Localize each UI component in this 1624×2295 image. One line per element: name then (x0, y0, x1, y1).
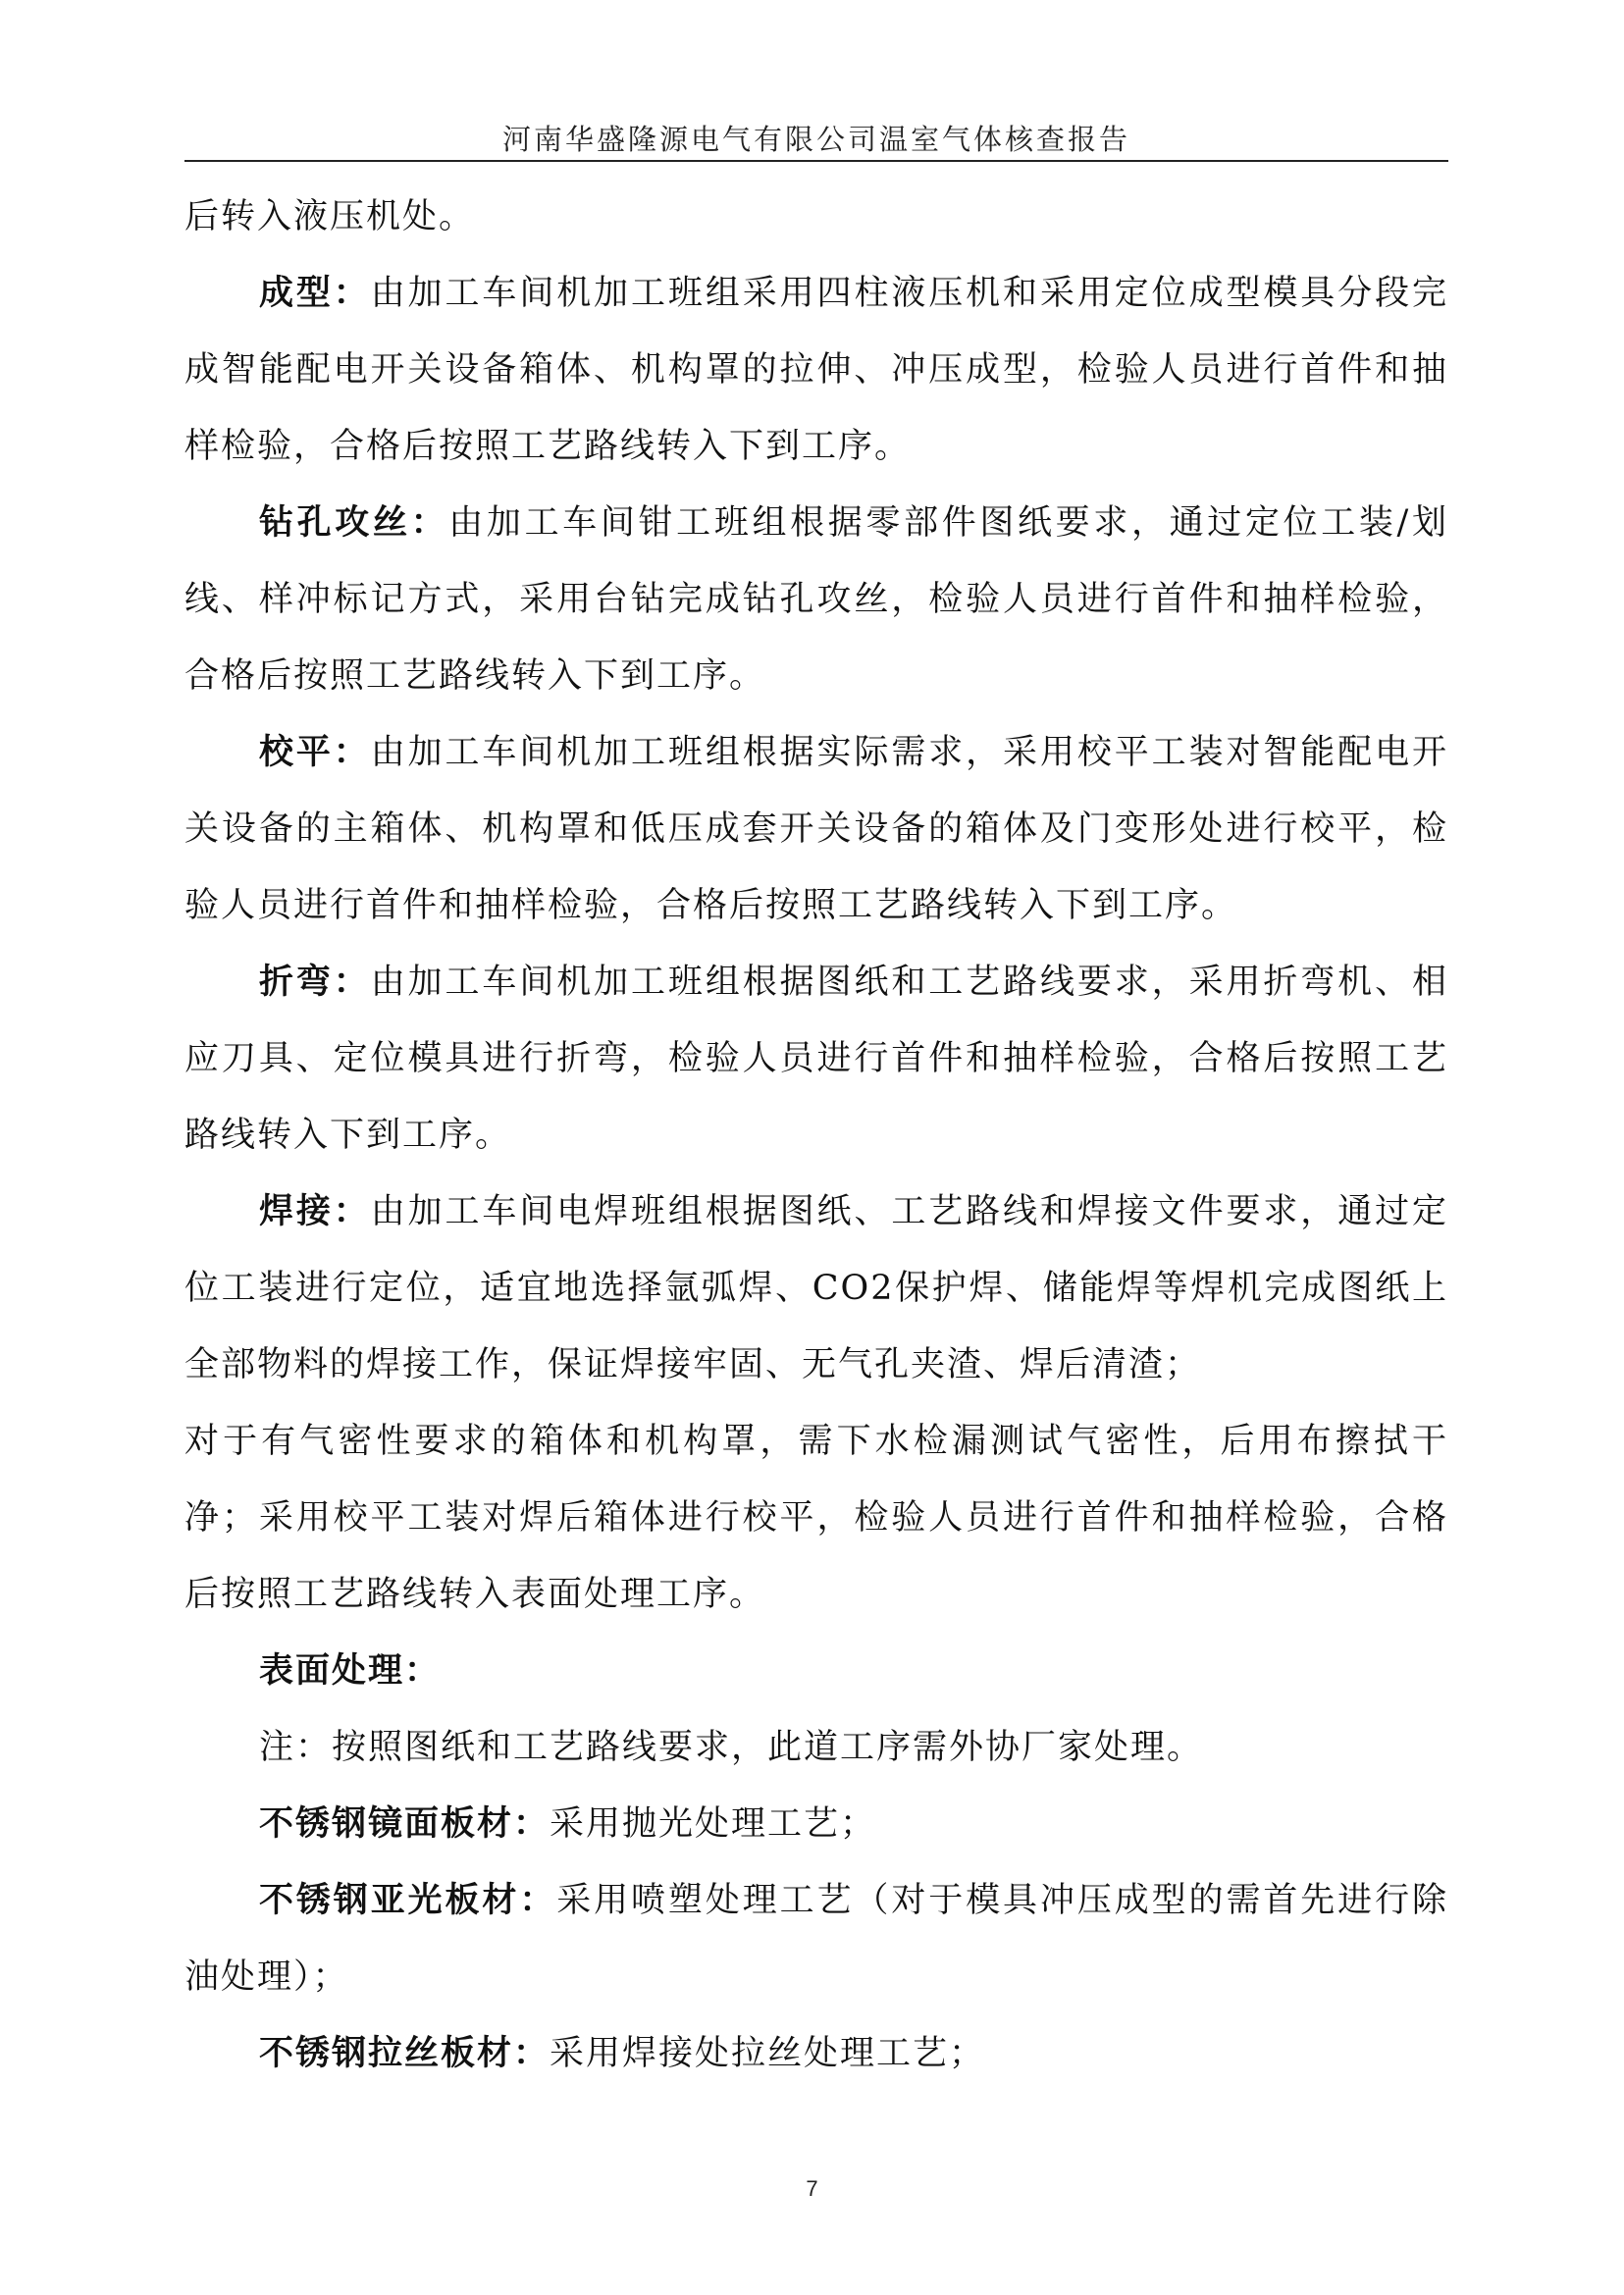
paragraph-text: 采用抛光处理工艺； (550, 1804, 877, 1844)
term-drilling-tapping: 钻孔攻丝： (259, 502, 449, 543)
paragraph-text: 对于有气密性要求的箱体和机构罩，需下水检漏测试气密性，后用布擦拭干净；采用校平工装对焊后箱体进行校平，检验人员进行首件和抽样检验，合格后按照工艺路线转入表面处理工序。 (184, 1422, 1448, 1614)
term-bending: 折弯： (259, 962, 371, 1002)
header-rule (184, 160, 1448, 162)
paragraph-forming (184, 255, 1448, 485)
paragraph-brushed-stainless (184, 2015, 1448, 2092)
term-brushed-stainless: 不锈钢拉丝板材： (259, 2033, 550, 2073)
paragraph-note (184, 1709, 1448, 1786)
paragraph-text: 由加工车间机加工班组采用四柱液压机和采用定位成型模具分段完成智能配电开关设备箱体、机构罩的拉伸、冲压成型，检验人员进行首件和抽样检验，合格后按照工艺路线转入下到工序。 (184, 274, 1448, 466)
paragraph-surface-treatment (184, 1633, 1448, 1709)
term-welding: 焊接： (259, 1191, 371, 1231)
paragraph-text: 采用焊接处拉丝处理工艺； (550, 2034, 986, 2073)
term-matte-stainless: 不锈钢亚光板材： (259, 1880, 557, 1920)
term-leveling: 校平： (259, 732, 371, 772)
paragraph-welding (184, 1174, 1448, 1403)
page-number: 7 (806, 2176, 818, 2201)
paragraph-matte-stainless (184, 1862, 1448, 2015)
paragraph-bending (184, 944, 1448, 1174)
paragraph-text: 由加工车间钳工班组根据零部件图纸要求，通过定位工装/划线、样冲标记方式，采用台钻完成钻孔攻丝，检验人员进行首件和抽样检验，合格后按照工艺路线转入下到工序。 (184, 503, 1448, 696)
paragraph-welding-continued (184, 1403, 1448, 1633)
paragraph-text: 由加工车间机加工班组根据实际需求，采用校平工装对智能配电开关设备的主箱体、机构罩和低压成套开关设备的箱体及门变形处进行校平，检验人员进行首件和抽样检验，合格后按照工艺路线转入下到工序。 (184, 733, 1448, 925)
page-header-title: 河南华盛隆源电气有限公司温室气体核查报告 (501, 123, 1130, 156)
paragraph-mirror-stainless (184, 1786, 1448, 1862)
term-surface-treatment: 表面处理： (259, 1650, 442, 1691)
paragraph-text: 由加工车间电焊班组根据图纸、工艺路线和焊接文件要求，通过定位工装进行定位，适宜地选择氩弧焊、CO2保护焊、储能焊等焊机完成图纸上全部物料的焊接工作，保证焊接牢固、无气孔夹渣、焊后清渣； (184, 1192, 1448, 1384)
paragraph-text: 由加工车间机加工班组根据图纸和工艺路线要求，采用折弯机、相应刀具、定位模具进行折弯，检验人员进行首件和抽样检验，合格后按照工艺路线转入下到工序。 (184, 963, 1448, 1155)
paragraph-text: 后转入液压机处。 (184, 197, 476, 236)
report-body (184, 179, 1448, 2092)
term-forming: 成型： (259, 273, 371, 313)
paragraph-text: 注：按照图纸和工艺路线要求，此道工序需外协厂家处理。 (259, 1728, 1204, 1767)
paragraph-drilling-tapping (184, 485, 1448, 714)
paragraph-continuation (184, 179, 1448, 255)
paragraph-leveling (184, 714, 1448, 944)
paragraph-text: 采用喷塑处理工艺（对于模具冲压成型的需首先进行除油处理）； (184, 1881, 1448, 1997)
term-mirror-stainless: 不锈钢镜面板材： (259, 1803, 550, 1844)
